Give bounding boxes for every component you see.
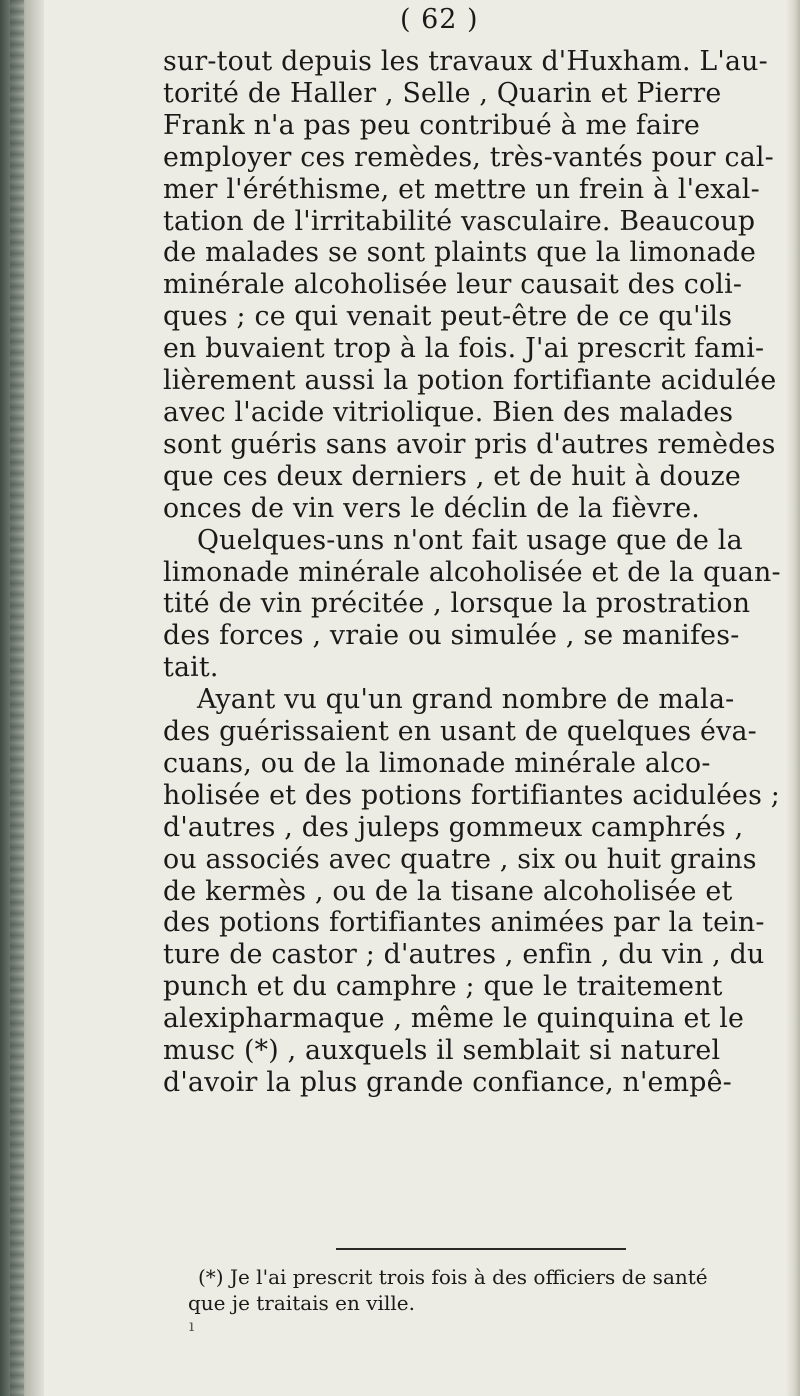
text-line: avec l'acide vitriolique. Bien des malades xyxy=(163,396,734,428)
text-line: punch et du camphre ; que le traitement xyxy=(163,971,723,1003)
text-line: onces de vin vers le déclin de la fièvre. xyxy=(163,492,700,524)
text-line: de kermès , ou de la tisane alcoholisée et xyxy=(163,875,733,907)
text-line: holisée et des potions fortifiantes acidulées ; xyxy=(163,779,781,811)
paragraph-start-line: Ayant vu qu'un grand nombre de mala- xyxy=(197,684,735,716)
stray-mark: ı xyxy=(189,1316,195,1335)
text-line: musc (*) , auxquels il semblait si naturel xyxy=(163,1035,721,1067)
footnote-rule xyxy=(336,1248,626,1250)
text-line: tation de l'irritabilité vasculaire. Beaucoup xyxy=(163,205,756,237)
body-text xyxy=(163,46,800,1099)
binding-gutter xyxy=(0,0,44,1396)
text-line: en buvaient trop à la fois. J'ai prescrit fami- xyxy=(163,333,765,365)
text-line: ou associés avec quatre , six ou huit grains xyxy=(163,843,757,875)
text-line: tité de vin précitée , lorsque la prostration xyxy=(163,588,751,620)
text-line: alexipharmaque , même le quinquina et le xyxy=(163,1003,745,1035)
text-line: d'avoir la plus grande confiance, n'empê- xyxy=(163,1067,732,1098)
paragraph-start-line: Quelques-uns n'ont fait usage que de la xyxy=(197,524,743,556)
text-line: des potions fortifiantes animées par la tein- xyxy=(163,907,765,939)
text-line: des forces , vraie ou simulée , se manifes- xyxy=(163,620,740,652)
page-number: ( 62 ) xyxy=(400,4,479,35)
text-line: cuans, ou de la limonade minérale alco- xyxy=(163,747,711,779)
text-line: employer ces remèdes, très-vantés pour cal- xyxy=(163,141,774,173)
text-line: ture de castor ; d'autres , enfin , du vin , du xyxy=(163,939,765,971)
text-line: minérale alcoholisée leur causait des coli- xyxy=(163,269,743,301)
text-line: ques ; ce qui venait peut-être de ce qu'ils xyxy=(163,301,733,333)
text-line: Frank n'a pas peu contribué à me faire xyxy=(163,109,701,141)
text-line: limonade minérale alcoholisée et de la quan- xyxy=(163,556,781,588)
text-line: mer l'éréthisme, et mettre un frein à l'exal- xyxy=(163,173,760,205)
text-line: sont guéris sans avoir pris d'autres remèdes xyxy=(163,428,776,460)
text-line: sur-tout depuis les travaux d'Huxham. L'au- xyxy=(163,46,768,77)
footnote-line: que je traitais en ville. xyxy=(188,1291,415,1315)
text-line: torité de Haller , Selle , Quarin et Pierre xyxy=(163,77,722,109)
text-line: d'autres , des juleps gommeux camphrés , xyxy=(163,811,744,843)
text-line: lièrement aussi la potion fortifiante acidulée xyxy=(163,365,777,397)
text-line: de malades se sont plaints que la limonade xyxy=(163,237,757,269)
text-line: des guérissaient en usant de quelques éva- xyxy=(163,716,757,748)
text-line: tait. xyxy=(163,652,219,684)
footnote-line: (*) Je l'ai prescrit trois fois à des officiers de santé xyxy=(198,1265,708,1289)
footnote xyxy=(188,1264,708,1316)
text-line: que ces deux derniers , et de huit à douze xyxy=(163,460,741,492)
